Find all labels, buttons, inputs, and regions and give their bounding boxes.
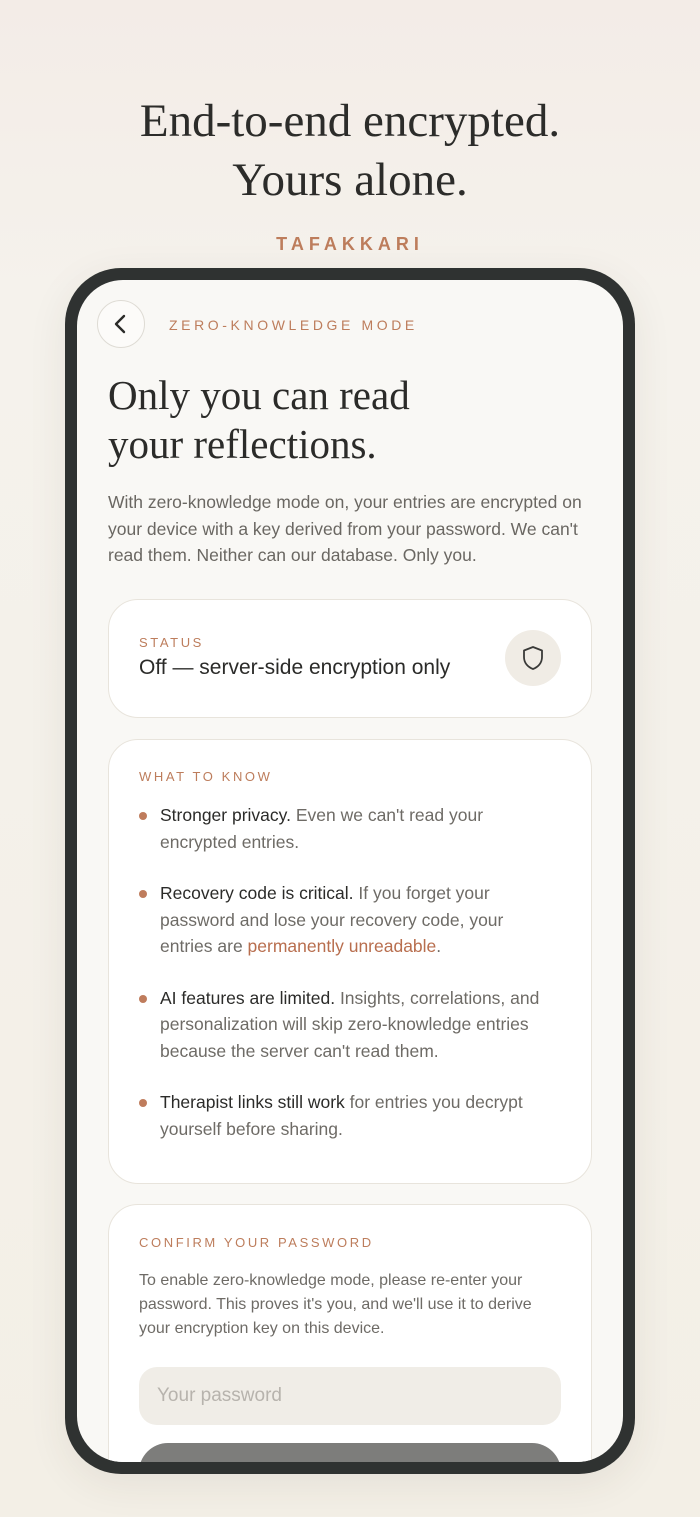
list-item (139, 802, 559, 855)
bullet-icon (139, 812, 147, 820)
hero-title-line-2: Yours alone. (232, 154, 468, 206)
screen-title-line-1: Only you can read (108, 372, 410, 418)
shield-icon (521, 645, 545, 671)
enable-button[interactable] (139, 1443, 561, 1462)
status-card (108, 599, 592, 718)
confirm-password-label: CONFIRM YOUR PASSWORD (139, 1235, 374, 1250)
back-button[interactable] (97, 300, 145, 348)
shield-badge (505, 630, 561, 686)
what-to-know-list (139, 802, 559, 1167)
brand-name: TAFAKKARI (276, 234, 424, 254)
phone-screen (77, 280, 623, 1462)
screen-title-line-2: your reflections. (108, 421, 377, 467)
item-text: for entries you decrypt yourself before sharing. (160, 1092, 523, 1139)
item-heading: Recovery code is critical. (160, 883, 354, 903)
item-text: If you forget your password and lose your recovery code, your entries are (160, 883, 504, 956)
item-text: Even we can't read your encrypted entries. (160, 805, 484, 852)
list-item (139, 1089, 559, 1142)
item-heading: AI features are limited. (160, 987, 336, 1008)
phone-frame (65, 268, 635, 1474)
bullet-icon (139, 995, 147, 1003)
item-text: Insights, correlations, and personalization will skip zero-knowledge entries because the server can't read them. (160, 987, 540, 1061)
item-heading: Therapist links still work (160, 1092, 345, 1112)
intro-text: With zero-knowledge mode on, your entries are encrypted on your device with a key derived from your password. We can't read them. Neither can our database. Only you. (108, 492, 582, 565)
hero-title (0, 92, 700, 210)
status-value: Off — server-side encryption only (139, 656, 451, 679)
item-tail: . (436, 936, 442, 956)
hero-title-line-1: End-to-end encrypted. (139, 95, 561, 147)
item-heading: Stronger privacy. (160, 805, 291, 825)
chevron-left-icon (113, 314, 129, 334)
confirm-password-text: To enable zero-knowledge mode, please re-enter your password. This proves it's you, and we'll use it to derive your encryption key on this device. (139, 1272, 532, 1337)
mode-label: ZERO-KNOWLEDGE MODE (169, 317, 418, 333)
what-to-know-label: WHAT TO KNOW (139, 769, 273, 784)
bullet-icon (139, 1099, 147, 1107)
status-label: STATUS (139, 635, 204, 650)
item-warning: permanently unreadable (247, 936, 437, 956)
what-to-know-card (108, 739, 592, 1184)
screen-title (108, 371, 410, 469)
bullet-icon (139, 890, 147, 898)
list-item (139, 880, 559, 960)
confirm-password-card (108, 1204, 592, 1462)
password-field[interactable] (139, 1367, 561, 1425)
list-item (139, 985, 559, 1065)
